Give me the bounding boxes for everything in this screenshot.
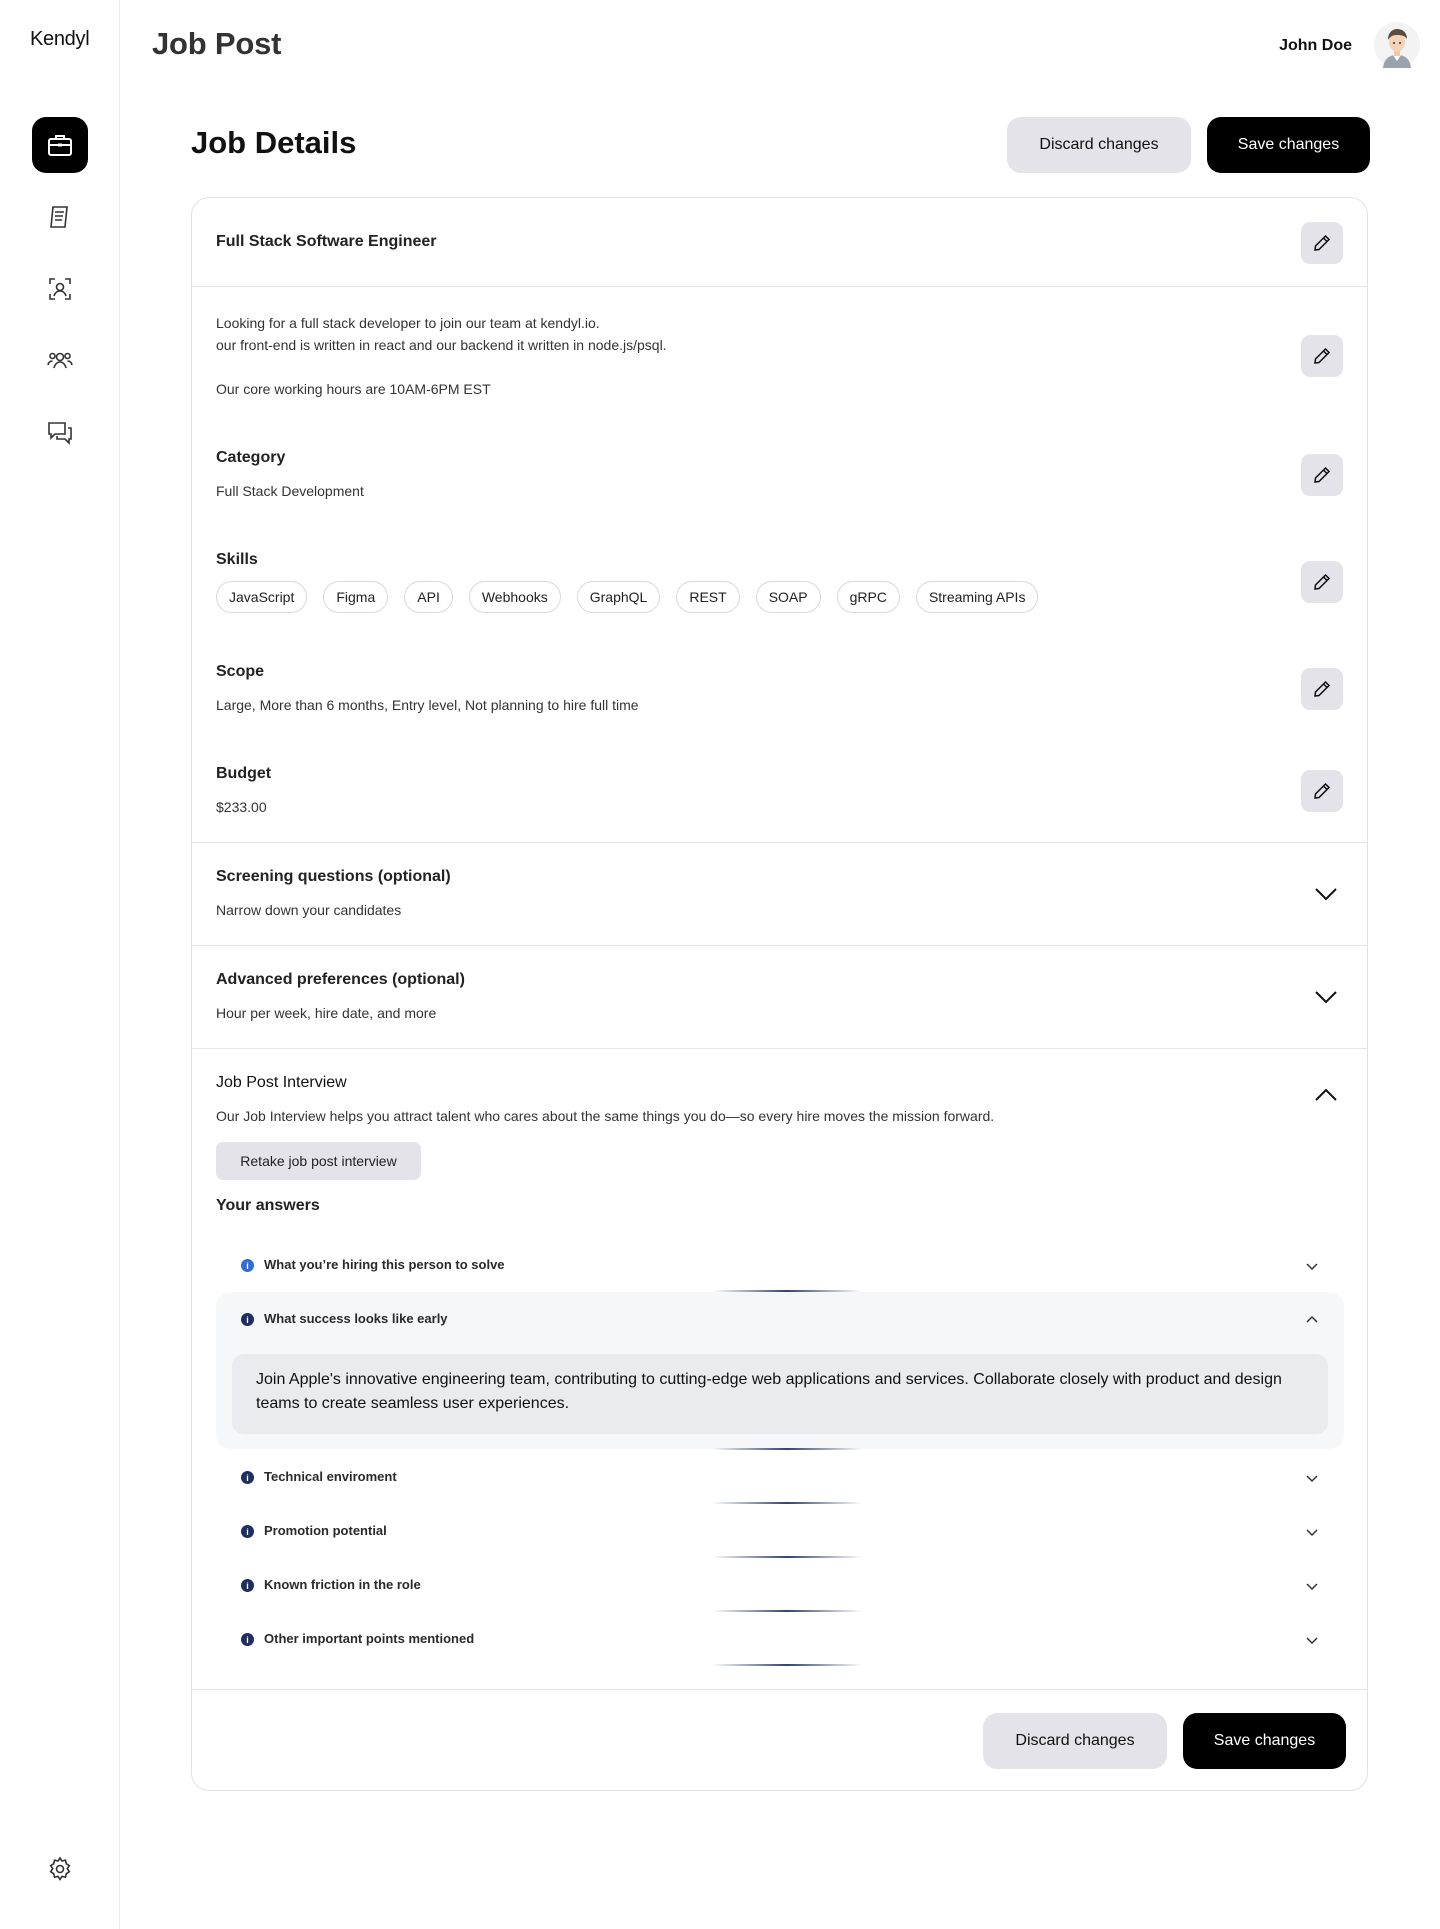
candidate-scan-icon — [46, 275, 74, 303]
edit-skills-button[interactable] — [1301, 561, 1343, 603]
answers-title: Your answers — [216, 1197, 320, 1214]
divider — [192, 286, 1367, 287]
gear-icon — [46, 1855, 74, 1883]
nav-documents-button[interactable] — [32, 189, 88, 245]
skill-chip: Streaming APIs — [916, 581, 1039, 613]
divider — [192, 1048, 1367, 1049]
skill-chip: gRPC — [837, 581, 900, 613]
nav-team-button[interactable] — [32, 333, 88, 389]
discard-changes-button[interactable]: Discard changes — [1007, 117, 1191, 173]
skills-list — [216, 581, 1038, 613]
divider — [192, 1689, 1367, 1690]
save-changes-button[interactable]: Save changes — [1183, 1713, 1346, 1769]
pencil-icon — [1312, 233, 1332, 253]
scope-value: Large, More than 6 months, Entry level, Not planning to hire full time — [216, 697, 639, 713]
answer-label: Promotion potential — [264, 1523, 387, 1538]
edit-category-button[interactable] — [1301, 454, 1343, 496]
answer-label: Technical enviroment — [264, 1469, 397, 1484]
divider-glow — [712, 1664, 862, 1666]
budget-value: $233.00 — [216, 799, 267, 815]
answer-row[interactable] — [216, 1612, 1344, 1666]
edit-scope-button[interactable] — [1301, 668, 1343, 710]
screening-subtitle: Narrow down your candidates — [216, 902, 402, 918]
answer-label: What you’re hiring this person to solve — [264, 1257, 505, 1272]
budget-label: Budget — [216, 765, 272, 782]
user-name[interactable]: John Doe — [1279, 37, 1352, 54]
document-icon — [46, 203, 74, 231]
screening-title[interactable]: Screening questions (optional) — [216, 868, 451, 885]
skills-label: Skills — [216, 551, 258, 568]
nav-messages-button[interactable] — [32, 405, 88, 461]
skill-chip: SOAP — [756, 581, 821, 613]
info-icon: i — [241, 1259, 254, 1272]
nav-settings-button[interactable] — [32, 1841, 88, 1897]
info-icon: i — [241, 1633, 254, 1646]
chevron-down-icon — [1305, 1471, 1319, 1485]
answer-row[interactable] — [216, 1238, 1344, 1292]
chevron-down-icon — [1305, 1259, 1319, 1273]
retake-interview-button[interactable]: Retake job post interview — [216, 1142, 421, 1180]
section-title: Job Details — [191, 125, 357, 160]
scope-label: Scope — [216, 663, 265, 680]
avatar[interactable] — [1374, 22, 1420, 68]
divider — [192, 945, 1367, 946]
info-icon: i — [241, 1313, 254, 1326]
skill-chip: GraphQL — [577, 581, 661, 613]
chevron-down-icon — [1305, 1579, 1319, 1593]
chat-icon — [46, 419, 74, 447]
skill-chip: API — [404, 581, 453, 613]
chevron-up-icon — [1305, 1313, 1319, 1327]
answer-text: Join Apple's innovative engineering team, contributing to cutting-edge web applications and services. Collaborate closely with product and design teams to create seamless user experiences. — [232, 1354, 1328, 1434]
chevron-down-icon[interactable] — [1313, 881, 1339, 907]
category-value: Full Stack Development — [216, 483, 364, 499]
discard-changes-button[interactable]: Discard changes — [983, 1713, 1167, 1769]
info-icon: i — [241, 1579, 254, 1592]
info-icon: i — [241, 1525, 254, 1538]
advanced-title[interactable]: Advanced preferences (optional) — [216, 971, 465, 988]
briefcase-icon — [46, 131, 74, 159]
category-label: Category — [216, 449, 286, 466]
sidebar — [0, 0, 120, 1929]
interview-title[interactable]: Job Post Interview — [216, 1074, 347, 1091]
edit-budget-button[interactable] — [1301, 770, 1343, 812]
advanced-subtitle: Hour per week, hire date, and more — [216, 1005, 437, 1021]
description-line: Our core working hours are 10AM-6PM EST — [216, 381, 491, 397]
save-changes-button[interactable]: Save changes — [1207, 117, 1370, 173]
app-logo[interactable]: Kendyl — [30, 28, 90, 50]
skill-chip: Webhooks — [469, 581, 561, 613]
answer-expanded — [216, 1292, 1344, 1449]
pencil-icon — [1312, 679, 1332, 699]
description-line: our front-end is written in react and our backend it written in node.js/psql. — [216, 337, 667, 353]
pencil-icon — [1312, 572, 1332, 592]
chevron-up-icon[interactable] — [1313, 1082, 1339, 1108]
nav-candidates-button[interactable] — [32, 261, 88, 317]
pencil-icon — [1312, 465, 1332, 485]
job-title: Full Stack Software Engineer — [216, 233, 437, 250]
skill-chip: Figma — [323, 581, 388, 613]
edit-title-button[interactable] — [1301, 222, 1343, 264]
divider — [192, 842, 1367, 843]
edit-description-button[interactable] — [1301, 335, 1343, 377]
answer-label: Known friction in the role — [264, 1577, 421, 1592]
answer-row[interactable] — [216, 1450, 1344, 1504]
chevron-down-icon — [1305, 1525, 1319, 1539]
description-line: Looking for a full stack developer to join our team at kendyl.io. — [216, 315, 600, 331]
answer-row[interactable] — [216, 1292, 1344, 1346]
team-icon — [46, 347, 74, 375]
job-details-card — [191, 197, 1368, 1791]
answer-row[interactable] — [216, 1504, 1344, 1558]
answer-row[interactable] — [216, 1558, 1344, 1612]
answer-label: What success looks like early — [264, 1311, 448, 1326]
pencil-icon — [1312, 346, 1332, 366]
chevron-down-icon — [1305, 1633, 1319, 1647]
page-title: Job Post — [152, 26, 282, 61]
pencil-icon — [1312, 781, 1332, 801]
info-icon: i — [241, 1471, 254, 1484]
job-description — [216, 312, 667, 400]
skill-chip: REST — [676, 581, 739, 613]
answer-label: Other important points mentioned — [264, 1631, 475, 1646]
interview-subtitle: Our Job Interview helps you attract talent who cares about the same things you do—so every hire moves the mission forward. — [216, 1108, 995, 1124]
skill-chip: JavaScript — [216, 581, 307, 613]
chevron-down-icon[interactable] — [1313, 984, 1339, 1010]
nav-jobs-button[interactable] — [32, 117, 88, 173]
